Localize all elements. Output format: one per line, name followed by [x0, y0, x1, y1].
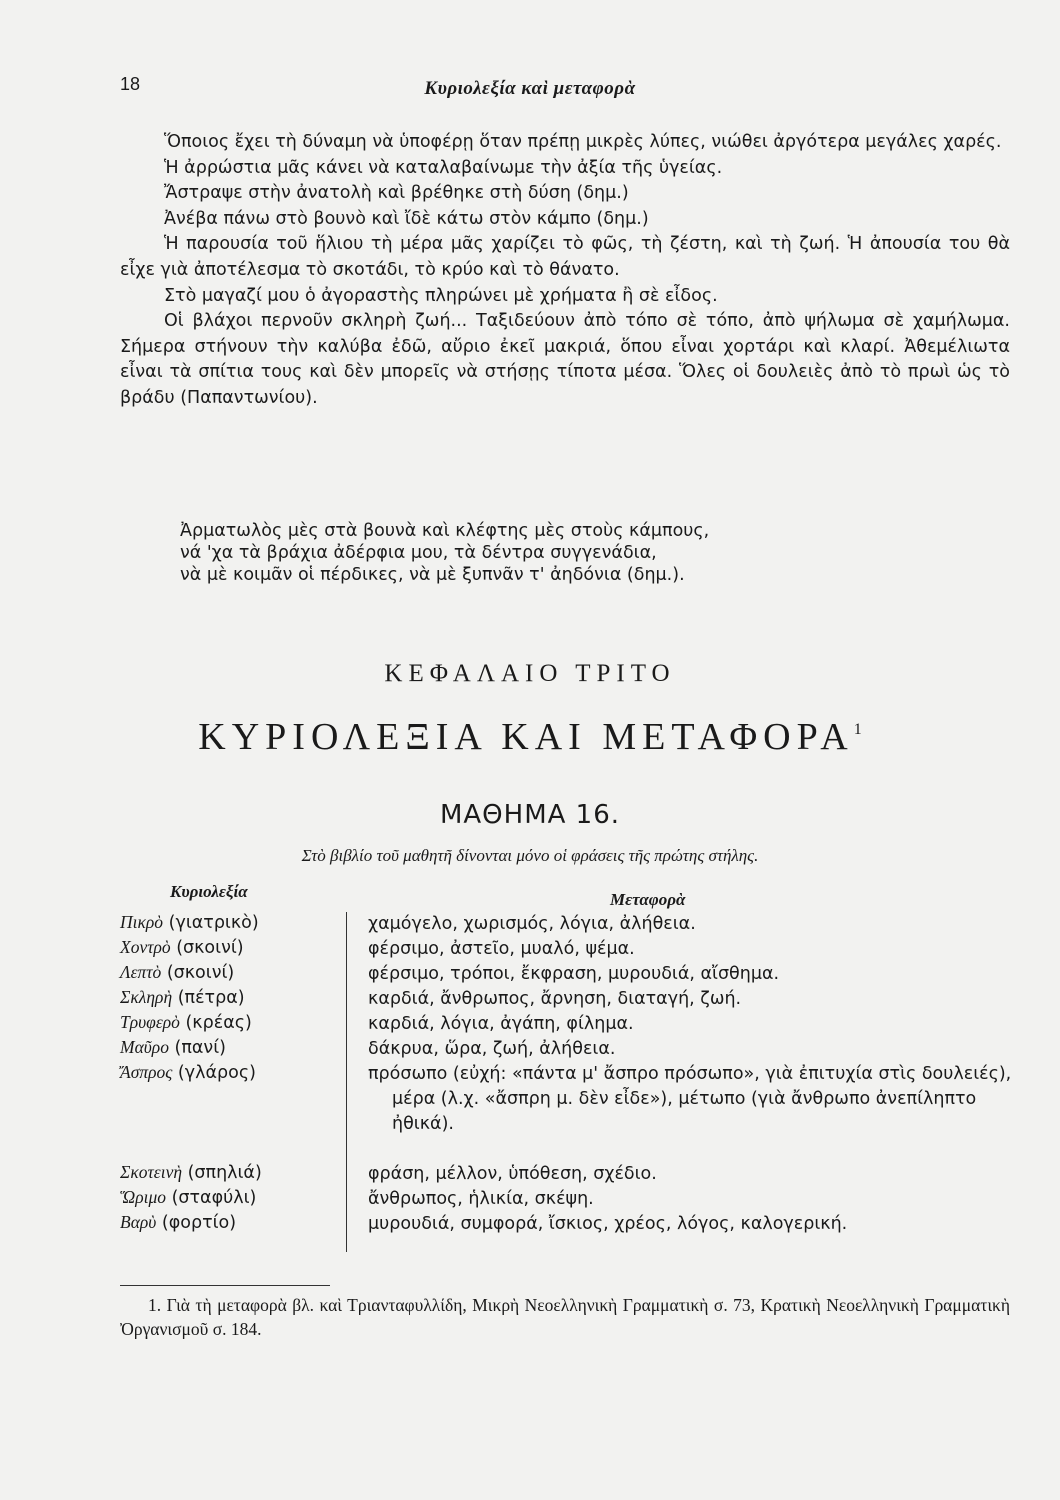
chapter-label: ΚΕΦΑΛΑΙΟ ΤΡΙΤΟ — [384, 660, 676, 687]
footnote-divider — [120, 1285, 330, 1286]
noun: (πανί) — [174, 1038, 226, 1058]
metaphor-list: πρόσωπο (εὐχή: «πάντα μ' ἄσπρο πρόσωπο», γιὰ ἐπιτυχία στὶς δουλειές), μέρα (λ.χ. «ἄσπρη μ. δὲν εἶδε»), μέτωπο (γιὰ ἄνθρωπο ἀνεπίληπτο ἠθικά). — [368, 1064, 1012, 1134]
adjective: Χοντρὸ — [120, 937, 171, 957]
folk-verse — [180, 520, 970, 586]
paragraph: Ἀνέβα πάνω στὸ βουνὸ καὶ ἴδὲ κάτω στὸν κάμπο (δημ.) — [164, 208, 649, 229]
noun: (φορτίο) — [161, 1213, 237, 1233]
noun: (γλάρος) — [177, 1063, 256, 1083]
noun: (σκοινί) — [176, 938, 244, 958]
footnote: 1. Γιὰ τὴ μεταφορὰ βλ. καὶ Τριανταφυλλίδη, Μικρὴ Νεοελληνικὴ Γραμματικὴ σ. 73, Κρατικὴ Νεοελληνικὴ Γραμματικὴ Ὀργανισμοῦ σ. 184. — [120, 1295, 1010, 1339]
chapter-title — [0, 715, 1060, 759]
paragraph: Οἱ βλάχοι περνοῦν σκληρὴ ζωή... Ταξιδεύουν ἀπὸ τόπο σὲ τόπο, ἀπὸ ψήλωμα σὲ χαμήλωμα. Σήμερα στήνουν τὴν καλύβα ἐδῶ, αὔριο ἐκεῖ μακριά, ὅπου εἶναι χορτάρι καὶ κλαρί. Ἀθεμέλιωτα εἶναι τὰ σπίτια τους καὶ δὲν μπορεῖς νὰ στήσῃς τίποτα μέσα. Ὅλες οἱ δουλειὲς ἀπὸ τὸ πρωὶ ὡς τὸ βράδυ (Παπαντωνίου). — [120, 311, 1010, 408]
adjective: Ἄσπρος — [120, 1062, 173, 1082]
verse-line: νά 'χα τὰ βράχια ἀδέρφια μου, τὰ δέντρα συγγενάδια, — [180, 543, 657, 563]
adjective: Πικρὸ — [120, 912, 164, 932]
noun: (σταφύλι) — [171, 1188, 257, 1208]
literal-phrase — [120, 1037, 340, 1058]
column-header-literal: Κυριολεξία — [170, 882, 248, 901]
literal-phrase — [120, 1187, 340, 1208]
metaphor-list: φέρσιμο, ἀστεῖο, μυαλό, ψέμα. — [368, 939, 635, 959]
literal-phrase — [120, 962, 340, 983]
student-book-note: Στὸ βιβλίο τοῦ μαθητῆ δίνονται μόνο οἱ φράσεις τῆς πρώτης στήλης. — [301, 846, 759, 865]
metaphor-list: μυρουδιά, συμφορά, ἴσκιος, χρέος, λόγος, καλογερική. — [368, 1214, 848, 1234]
column-header-metaphor: Μεταφορὰ — [610, 890, 686, 909]
paragraph: Ἄστραψε στὴν ἀνατολὴ καὶ βρέθηκε στὴ δύση (δημ.) — [164, 183, 629, 204]
paragraph: Ἡ παρουσία τοῦ ἥλιου τὴ μέρα μᾶς χαρίζει τὸ φῶς, τὴ ζέστη, καὶ τὴ ζωή. Ἡ ἀπουσία του θὰ εἶχε γιὰ ἀποτέλεσμα τὸ σκοτάδι, τὸ κρύο καὶ τὸ θάνατο. — [120, 234, 1010, 280]
adjective: Σκληρὴ — [120, 987, 173, 1007]
metaphor-list: καρδιά, ἄνθρωπος, ἄρνηση, διαταγή, ζωή. — [368, 989, 742, 1009]
noun: (γιατρικὸ) — [168, 913, 259, 933]
metaphor-list: δάκρυα, ὥρα, ζωή, ἀλήθεια. — [368, 1039, 616, 1059]
metaphor-list: φράση, μέλλον, ὑπόθεση, σχέδιο. — [368, 1164, 657, 1184]
adjective: Μαῦρο — [120, 1037, 169, 1057]
adjective: Σκοτεινὴ — [120, 1162, 183, 1182]
metaphor-list: ἄνθρωπος, ἡλικία, σκέψη. — [368, 1189, 594, 1209]
metaphor-list: φέρσιμο, τρόποι, ἔκφραση, μυρουδιά, αἴσθημα. — [368, 964, 780, 984]
metaphor-list: χαμόγελο, χωρισμός, λόγια, ἀλήθεια. — [368, 914, 696, 934]
paragraph: Ὅποιος ἔχει τὴ δύναμη νὰ ὑποφέρῃ ὅταν πρέπῃ μικρὲς λύπες, νιώθει ἀργότερα μεγάλες χαρές. — [164, 132, 1002, 152]
verse-line: Ἀρματωλὸς μὲς στὰ βουνὰ καὶ κλέφτης μὲς στοὺς κάμπους, — [180, 521, 710, 541]
example-paragraphs — [120, 130, 1010, 412]
noun: (πέτρα) — [177, 988, 245, 1008]
noun: (κρέας) — [185, 1013, 252, 1033]
chapter-title-text: ΚΥΡΙΟΛΕΞΙΑ ΚΑΙ ΜΕΤΑΦΟΡΑ — [198, 716, 854, 758]
adjective: Βαρὺ — [120, 1212, 157, 1232]
page-number: 18 — [120, 74, 141, 94]
lesson-heading: ΜΑΘΗΜΑ 16. — [439, 800, 621, 830]
paragraph: Ἡ ἀρρώστια μᾶς κάνει νὰ καταλαβαίνωμε τὴν ἀξία τῆς ὑγείας. — [164, 157, 723, 178]
adjective: Ὥριμο — [120, 1187, 167, 1207]
paragraph: Στὸ μαγαζί μου ὁ ἀγοραστὴς πληρώνει μὲ χρήματα ἢ σὲ εἶδος. — [164, 285, 718, 306]
verse-line: νὰ μὲ κοιμᾶν οἱ πέρδικες, νὰ μὲ ξυπνᾶν τ' ἀηδόνια (δημ.). — [180, 565, 685, 585]
footnote-mark: 1 — [853, 721, 862, 738]
literal-phrase — [120, 1012, 340, 1033]
literal-phrase — [120, 1212, 340, 1233]
adjective: Τρυφερὸ — [120, 1012, 180, 1032]
literal-phrase — [120, 1162, 340, 1183]
literal-phrase — [120, 1062, 340, 1083]
column-divider — [346, 912, 347, 1252]
noun: (σκοινί) — [166, 963, 235, 983]
literal-phrase — [120, 937, 340, 958]
literal-phrase — [120, 987, 340, 1008]
noun: (σπηλιά) — [187, 1163, 262, 1183]
metaphor-list: καρδιά, λόγια, ἀγάπη, φίλημα. — [368, 1014, 634, 1034]
literal-phrase — [120, 912, 340, 933]
adjective: Λεπτὸ — [120, 962, 162, 982]
running-title: Κυριολεξία καὶ μεταφορὰ — [424, 78, 636, 99]
